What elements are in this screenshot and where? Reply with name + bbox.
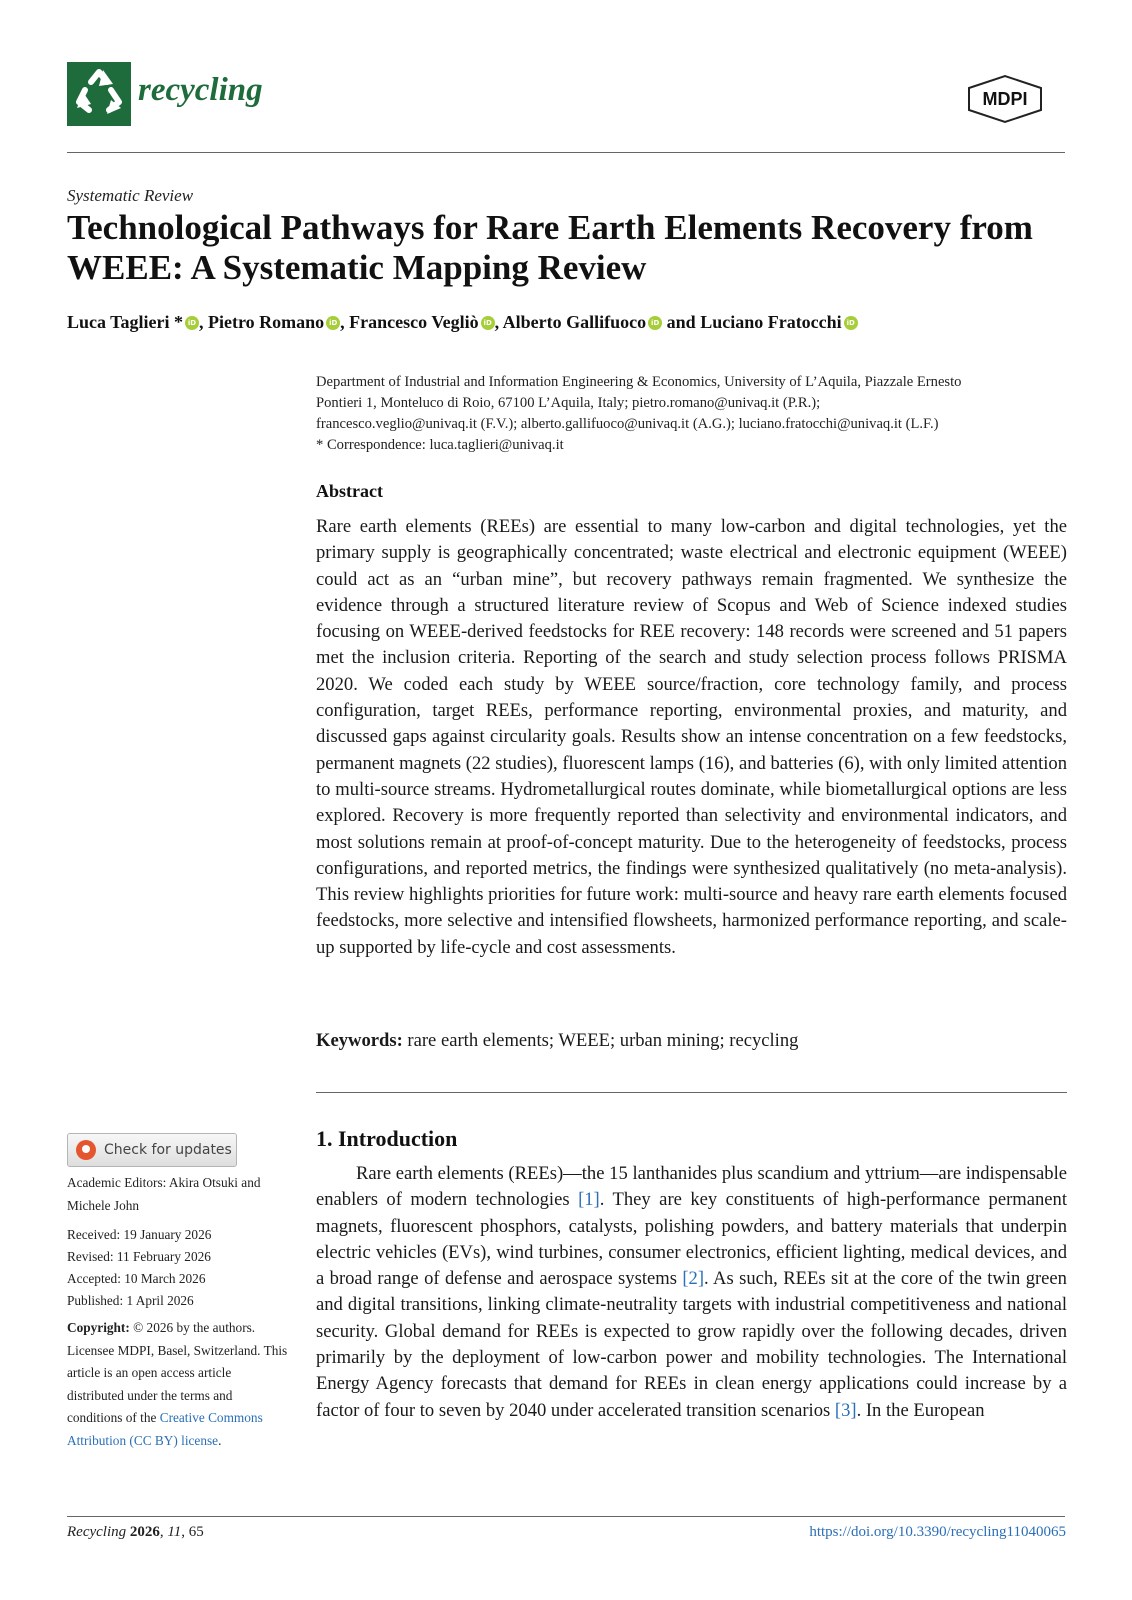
- intro-text: . They are key constituents of high-performance permanent magnets, fluorescent phosphors, catalysts, polishing powders, and battery materials that underpin electric vehicles (EVs), wind turbines, consumer electronics, efficient lighting, medical devices, and a broad range of defense and aerospace systems: [316, 1189, 1068, 1290]
- citation-link[interactable]: [1]: [578, 1189, 600, 1211]
- orcid-icon[interactable]: iD: [844, 316, 858, 330]
- abstract-text: Rare earth elements (REEs) are essential to many low-carbon and digital technologies, yet the primary supply is geographically concentrated; waste electrical and electronic equipment (WEEE) could act as an “urban mine”, but recovery pathways remain fragmented. We synthesize the evidence through a structured literature review of Scopus and Web of Science indexed studies focusing on WEEE-derived feedstocks for REE recovery: 148 records were screened and 51 papers met the inclusion criteria. Reporting of the search and study selection process follows PRISMA 2020. We coded each study by WEEE source/fraction, core technology family, and process configuration, target REEs, performance reporting, environmental proxies, and maturity, and discussed gaps against circularity goals. Results show an intense concentration on a few feedstocks, permanent magnets (22 studies), fluorescent lamps (16), and batteries (6), with only limited attention to multi-source streams. Hydrometallurgical routes dominate, while biometallurgical options are less explored. Recovery is more frequently reported than selectivity and environmental indicators, and most solutions remain at proof-of-concept maturity. Due to the heterogeneity of feedstocks, process configurations, and reported metrics, the findings were synthesized qualitatively (no meta-analysis). This review highlights priorities for future work: multi-source and heavy rare earth elements focused feedstocks, more selective and intensified flowsheets, harmonized performance reporting, and scale-up supported by life-cycle and cost assessments.: [316, 516, 1067, 958]
- journal-logo: [67, 62, 131, 126]
- doi-link[interactable]: https://doi.org/10.3390/recycling11040065: [809, 1524, 1066, 1540]
- author-name: Francesco Vegliò: [349, 312, 479, 332]
- citation-link[interactable]: [3]: [834, 1399, 857, 1421]
- publisher-name: MDPI: [982, 89, 1028, 109]
- affiliation: [316, 372, 1066, 456]
- accepted-date: Accepted: 10 March 2026: [67, 1271, 206, 1286]
- abstract-heading: Abstract: [316, 481, 383, 501]
- footer-journal: Recycling: [67, 1524, 127, 1540]
- intro-text: . In the European: [856, 1399, 985, 1421]
- crossmark-icon: [76, 1140, 96, 1160]
- author-name: Luca Taglieri: [67, 312, 170, 332]
- corresponding-mark: *: [169, 312, 184, 332]
- section-heading: 1. Introduction: [316, 1126, 458, 1151]
- copyright-label: Copyright:: [67, 1320, 130, 1335]
- footer-article: , 65: [181, 1524, 204, 1540]
- intro-text: Rare earth elements (REEs)—the 15 lanthanides plus scandium and yttrium—are indispensable enablers of modern technologies: [316, 1163, 1067, 1211]
- citation-footer: Recycling 2026, 11, 65: [67, 1524, 204, 1540]
- revised-date: Revised: 11 February 2026: [67, 1249, 211, 1264]
- orcid-icon[interactable]: iD: [648, 316, 662, 330]
- intro-text: . As such, REEs sit at the core of the twin green and digital transitions, linking climate-neutrality targets with industrial competitiveness and national security. Global demand for REEs is expected to grow rapidly over the following decades, driven primarily by the deployment of low-carbon power and mobility technologies. The International Energy Agency forecasts that demand for REEs in clean energy applications could increase by a factor of four to seven by 2040 under accelerated transition scenarios: [316, 1268, 1067, 1421]
- check-for-updates-label: Check for updates: [104, 1142, 232, 1158]
- citation-link[interactable]: [2]: [682, 1268, 705, 1290]
- copyright-text: © 2026 by the authors. Licensee MDPI, Basel, Switzerland. This article is an open access article distributed under the terms and conditions of the: [67, 1320, 288, 1425]
- affiliation-line: Pontieri 1, Monteluco di Roio, 67100 L’Aquila, Italy; pietro.romano@univaq.it (P.R.);: [316, 395, 821, 411]
- copyright-end: .: [218, 1432, 222, 1448]
- author-list: Luca Taglieri * iD , Pietro Romano iD , Francesco Vegliò iD , Alberto Gallifuoco iD and Luciano Fratocchi iD: [67, 312, 1067, 333]
- footer-rule: [67, 1516, 1065, 1517]
- affiliation-line: Department of Industrial and Information Engineering & Economics, University of L’Aquila, Piazzale Ernesto: [316, 374, 962, 390]
- orcid-icon[interactable]: iD: [326, 316, 340, 330]
- section-rule: [316, 1092, 1067, 1093]
- paper-title: Technological Pathways for Rare Earth Elements Recovery from WEEE: A Systematic Mapping Review: [67, 208, 1033, 287]
- header-rule: [67, 152, 1065, 153]
- footer-year: 2026: [129, 1524, 160, 1540]
- keywords: [316, 1030, 1067, 1052]
- copyright-notice: [67, 1317, 289, 1452]
- intro-paragraph: [316, 1161, 1067, 1424]
- keywords-label: Keywords:: [316, 1030, 403, 1051]
- academic-editors: Academic Editors: Akira Otsuki and Michele John: [67, 1175, 261, 1213]
- check-for-updates-button[interactable]: [67, 1133, 237, 1167]
- article-type: Systematic Review: [67, 186, 194, 205]
- correspondence: * Correspondence: luca.taglieri@univaq.it: [316, 437, 564, 453]
- author-name: Luciano Fratocchi: [700, 312, 842, 332]
- keywords-text: rare earth elements; WEEE; urban mining; recycling: [407, 1030, 799, 1051]
- footer-volume: 11: [167, 1524, 182, 1540]
- journal-name: recycling: [138, 72, 263, 108]
- author-name: Pietro Romano: [208, 312, 325, 332]
- author-name: Alberto Gallifuoco: [502, 312, 647, 332]
- received-date: Received: 19 January 2026: [67, 1227, 212, 1242]
- author-connector: and: [666, 312, 696, 332]
- orcid-icon[interactable]: iD: [185, 316, 199, 330]
- published-date: Published: 1 April 2026: [67, 1293, 194, 1308]
- orcid-icon[interactable]: iD: [481, 316, 495, 330]
- affiliation-line: francesco.veglio@univaq.it (F.V.); alberto.gallifuoco@univaq.it (A.G.); luciano.fratocchi@univaq.it (L.F.): [316, 416, 939, 432]
- license-link[interactable]: Creative Commons Attribution (CC BY) license: [67, 1410, 263, 1448]
- mdpi-logo: [963, 74, 1047, 124]
- recycle-icon: [67, 62, 131, 126]
